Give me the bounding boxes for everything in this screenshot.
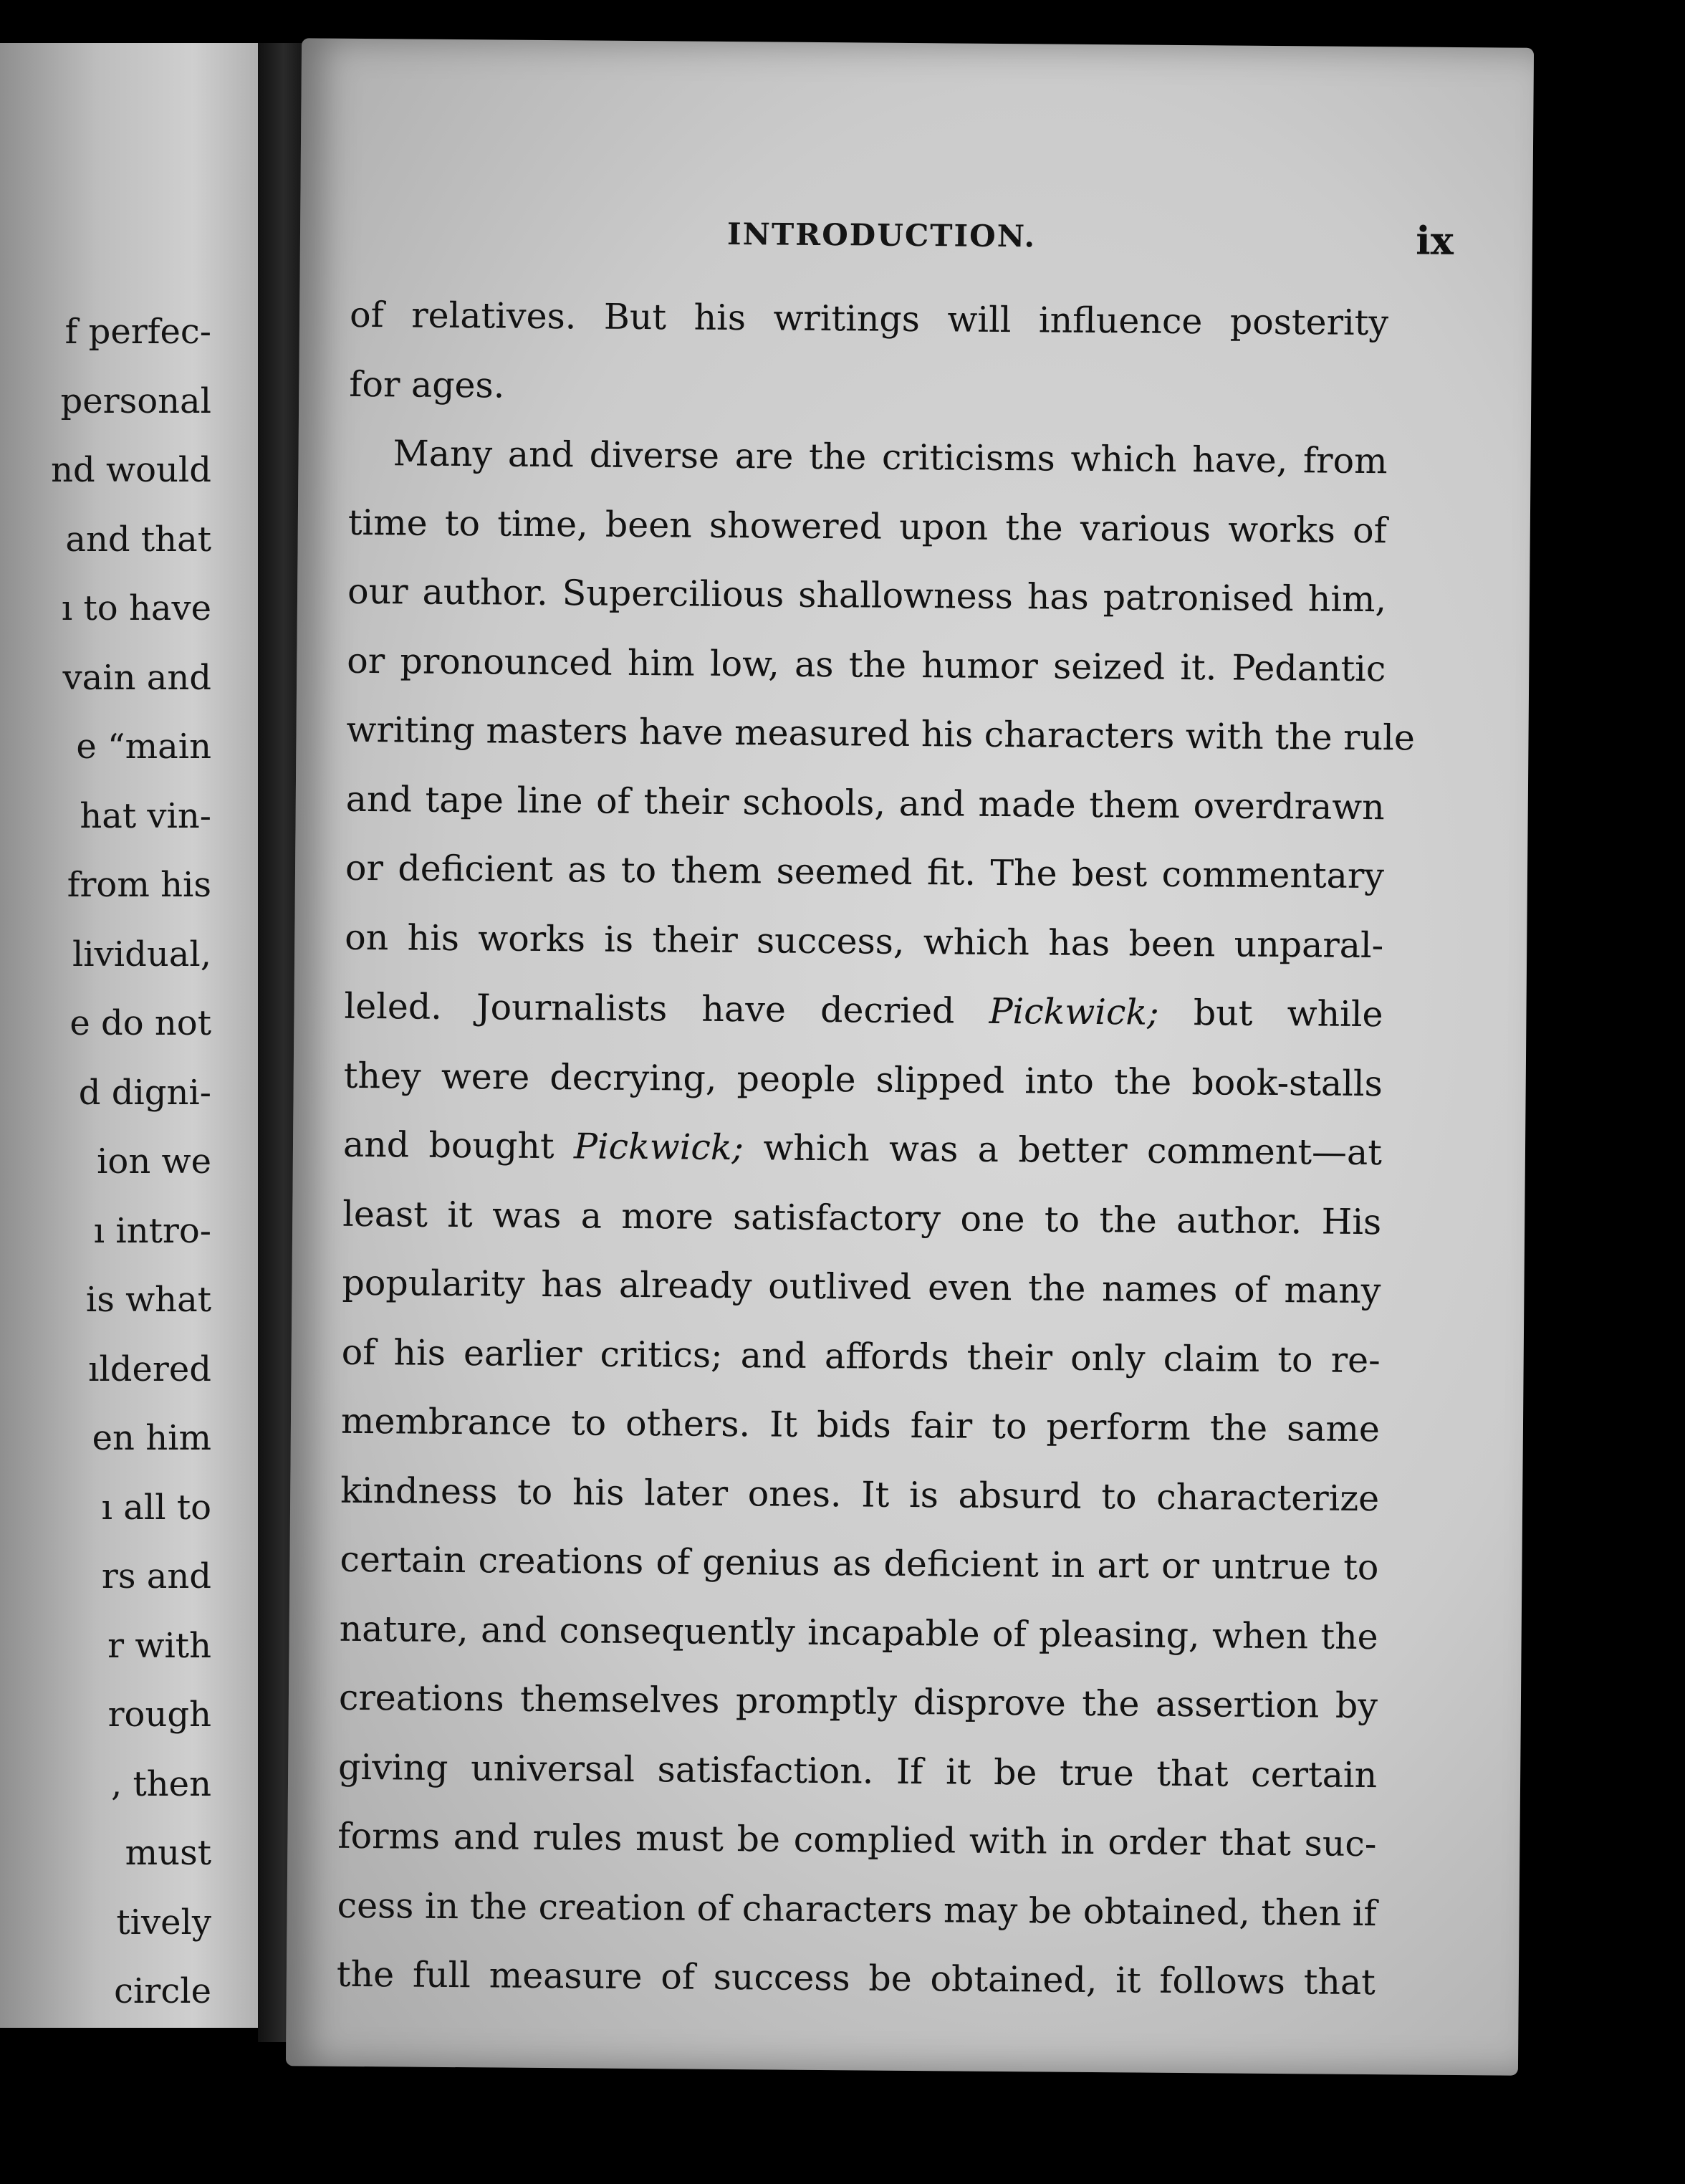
right-page bbox=[286, 38, 1534, 2075]
page-body bbox=[336, 281, 1416, 2018]
text-line: Many and diverse are the criticisms which have, from bbox=[393, 433, 1388, 482]
left-page-line: vain and bbox=[62, 657, 211, 698]
left-page-line: must bbox=[125, 1833, 211, 1873]
left-page-line: lividual, bbox=[72, 934, 211, 974]
left-page-line: r with bbox=[107, 1625, 211, 1666]
text-line: they were decrying, people slipped into the book-stalls bbox=[343, 1055, 1383, 1104]
text-line: or pronounced him low, as the humor seized it. Pedantic bbox=[347, 640, 1386, 689]
left-page-line: ıldered bbox=[88, 1349, 211, 1389]
text-line: nature, and consequently incapable of pleasing, when the bbox=[339, 1608, 1378, 1657]
left-page-text bbox=[0, 297, 211, 2026]
text-run: and bought bbox=[342, 1124, 575, 1167]
page-number: ix bbox=[1416, 217, 1454, 264]
running-head: INTRODUCTION. bbox=[726, 216, 1037, 254]
left-page-line: rs and bbox=[101, 1556, 211, 1596]
left-page-line: and that bbox=[65, 519, 211, 560]
left-page-line: , then bbox=[110, 1763, 211, 1804]
text-line: and tape line of their schools, and made them overdrawn bbox=[345, 778, 1385, 828]
left-page-line: tively bbox=[116, 1902, 211, 1943]
text-line: creations themselves promptly disprove the assertion by bbox=[338, 1677, 1378, 1727]
text-line: popularity has already outlived even the names of many bbox=[342, 1262, 1381, 1312]
text-line: membrance to others. It bids fair to perform the same bbox=[340, 1400, 1381, 1450]
text-line: cess in the creation of characters may be obtained, then if bbox=[337, 1884, 1377, 1934]
text-line: giving universal satisfaction. If it be true that certain bbox=[337, 1746, 1378, 1796]
left-page-line: ion we bbox=[97, 1141, 211, 1182]
text-line bbox=[344, 972, 1383, 1050]
left-page-line: ı all to bbox=[101, 1487, 211, 1528]
left-page-line: e “main bbox=[76, 727, 211, 767]
text-run: leled. Journalists have decried bbox=[344, 985, 989, 1032]
text-line: certain creations of genius as deficient in art or untrue to bbox=[340, 1538, 1379, 1589]
left-page-line: d digni- bbox=[78, 1072, 211, 1113]
left-page-line: ı to have bbox=[61, 588, 211, 628]
text-line: on his works is their success, which has been unparal- bbox=[345, 916, 1384, 966]
left-page-line: e do not bbox=[69, 1003, 211, 1043]
left-page-line: en him bbox=[92, 1418, 211, 1458]
left-page-line: ı intro- bbox=[93, 1210, 211, 1251]
page-header bbox=[300, 209, 1533, 276]
text-line: least it was a more satisfactory one to the author. His bbox=[342, 1193, 1382, 1242]
italic-title: Pickwick; bbox=[989, 990, 1159, 1033]
text-run: but while bbox=[1158, 992, 1383, 1035]
text-line: of his earlier critics; and affords their only claim to re- bbox=[341, 1331, 1381, 1381]
text-line: our author. Supercilious shallowness has patronised him, bbox=[347, 570, 1387, 621]
left-page-line: rough bbox=[107, 1695, 211, 1735]
left-facing-page bbox=[0, 43, 276, 2028]
italic-title: Pickwick; bbox=[573, 1126, 744, 1169]
text-line: for ages. bbox=[349, 363, 505, 406]
left-page-line: nd would bbox=[51, 450, 211, 490]
left-page-line: from his bbox=[67, 865, 211, 905]
left-page-line: is what bbox=[85, 1280, 211, 1320]
text-line: of relatives. But his writings will influence posterity bbox=[349, 294, 1389, 344]
left-page-line: f perfec- bbox=[64, 312, 211, 352]
left-page-line: hat vin- bbox=[80, 795, 211, 836]
text-line bbox=[343, 1111, 1383, 1188]
text-line: forms and rules must be complied with in order that suc- bbox=[337, 1815, 1377, 1865]
left-page-line: circle bbox=[114, 1971, 211, 2011]
text-line: the full measure of success be obtained, it follows that bbox=[336, 1953, 1376, 2003]
text-run: which was a better comment—at bbox=[743, 1127, 1383, 1174]
text-line: kindness to his later ones. It is absurd to characterize bbox=[340, 1470, 1380, 1519]
left-page-line: personal bbox=[60, 380, 211, 421]
text-line: writing masters have measured his characters with the rule bbox=[346, 709, 1416, 759]
text-line: time to time, been showered upon the various works of bbox=[347, 502, 1388, 551]
text-line: or deficient as to them seemed fit. The best commentary bbox=[345, 847, 1385, 897]
